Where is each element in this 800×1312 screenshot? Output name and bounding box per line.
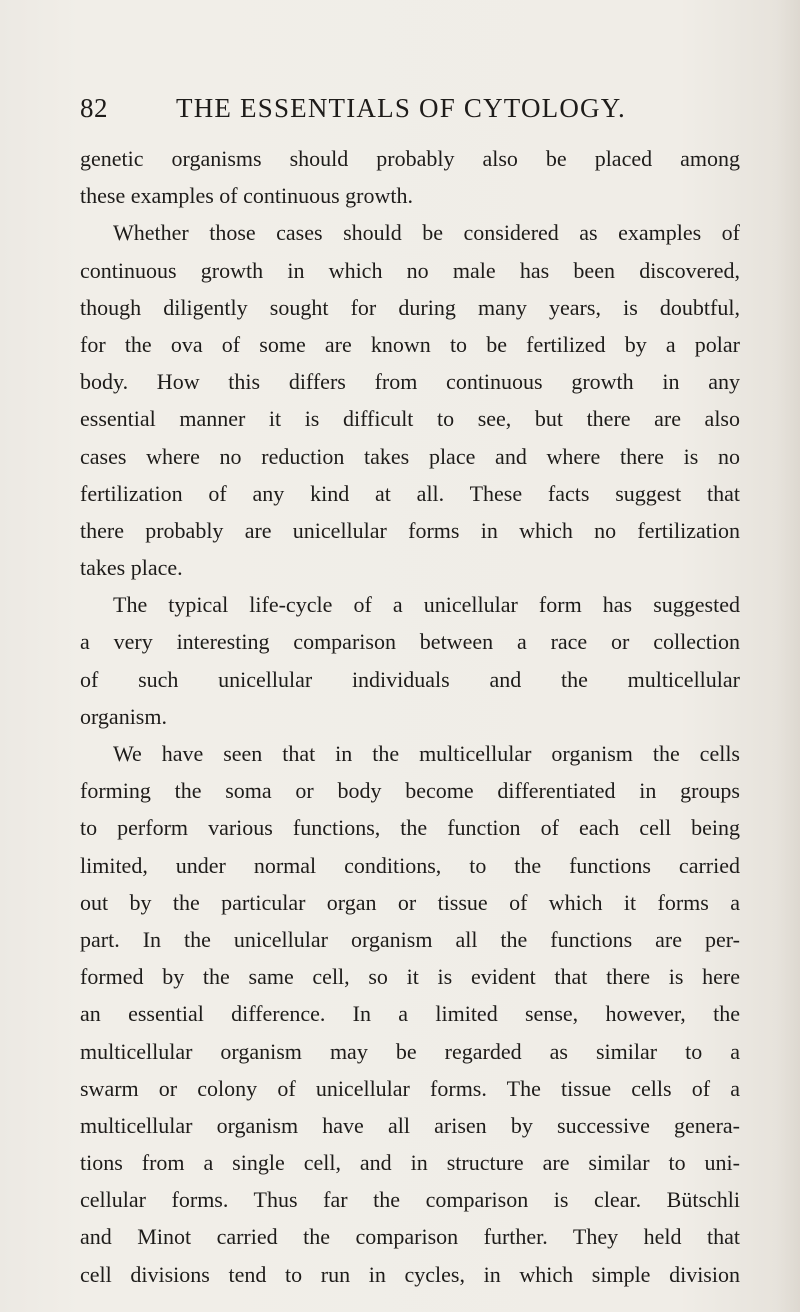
page-number: 82 — [80, 93, 108, 123]
text-line: part. In the unicellular organism all the functions are per- — [80, 926, 740, 952]
text-line: a very interesting comparison between a race or collection — [80, 629, 740, 655]
body-text — [80, 140, 740, 1293]
text-line: for the ova of some are known to be fertilized by a polar — [80, 331, 740, 357]
text-line: formed by the same cell, so it is evident that there is here — [80, 964, 740, 990]
text-line: limited, under normal conditions, to the functions carried — [80, 852, 740, 878]
text-line: swarm or colony of unicellular forms. The tissue cells of a — [80, 1075, 740, 1101]
page-header — [80, 93, 740, 127]
text-line: continuous growth in which no male has been discovered, — [80, 257, 740, 283]
text-line: takes place. — [80, 555, 183, 581]
text-line: Whether those cases should be considered as examples of — [113, 220, 740, 246]
text-line: forming the soma or body become differentiated in groups — [80, 778, 740, 804]
text-line: We have seen that in the multicellular organism the cells — [113, 741, 740, 766]
text-line: these examples of continuous growth. — [80, 183, 413, 209]
text-line: fertilization of any kind at all. These facts suggest that — [80, 480, 740, 506]
text-line: multicellular organism have all arisen by successive genera- — [80, 1112, 740, 1138]
text-line: tions from a single cell, and in structure are similar to uni- — [80, 1150, 740, 1176]
text-line: organism. — [80, 703, 167, 729]
text-line: The typical life-cycle of a unicellular form has suggested — [113, 592, 740, 618]
text-line: out by the particular organ or tissue of which it forms a — [80, 889, 740, 915]
text-line: cellular forms. Thus far the comparison is clear. Bütschli — [80, 1187, 740, 1213]
text-line: and Minot carried the comparison further. They held that — [80, 1224, 740, 1250]
text-line: cases where no reduction takes place and where there is no — [80, 443, 740, 469]
text-line: though diligently sought for during many years, is doubtful, — [80, 294, 740, 320]
text-line: of such unicellular individuals and the multicellular — [80, 666, 740, 692]
text-line: genetic organisms should probably also be placed among — [80, 146, 740, 171]
running-title: THE ESSENTIALS OF CYTOLOGY. — [176, 93, 626, 123]
text-line: to perform various functions, the function of each cell being — [80, 815, 740, 841]
text-line: cell divisions tend to run in cycles, in which simple division — [80, 1261, 740, 1287]
text-line: multicellular organism may be regarded as similar to a — [80, 1038, 740, 1064]
text-line: there probably are unicellular forms in which no fertilization — [80, 517, 740, 543]
text-line: body. How this differs from continuous growth in any — [80, 369, 740, 395]
text-line: essential manner it is difficult to see, but there are also — [80, 406, 740, 432]
text-line: an essential difference. In a limited sense, however, the — [80, 1001, 740, 1027]
